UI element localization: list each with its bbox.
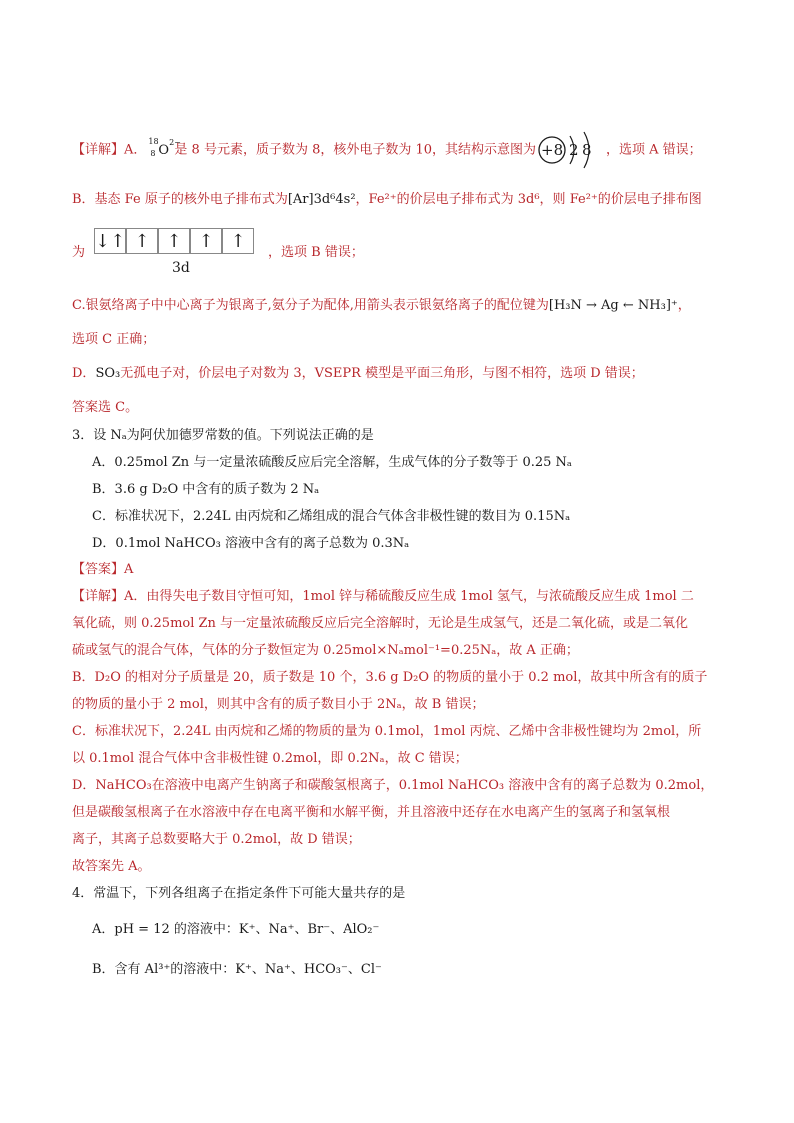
q3-detail-line-7: 以 0.1mol 混合气体中含非极性键 0.2mol，即 0.2Nₐ，故 C 错误；	[72, 751, 468, 766]
q3-detail-line-8: D．NaHCO₃在溶液中电离产生钠离子和碳酸氢根离子，0.1mol NaHCO₃ 溶液中含有的离子总数为 0.2mol，	[72, 778, 714, 793]
q3-detail-line-2: 氧化硫，则 0.25mol Zn 与一定量浓硫酸反应后完全溶解时，无论是生成氢气，还是二氧化硫，或是二氧化	[72, 616, 689, 631]
isotope-z: 8	[150, 148, 156, 158]
q3-option-d: D．0.1mol NaHCO₃ 溶液中含有的离子总数为 0.3Nₐ	[92, 536, 410, 551]
isotope-mass: 18	[148, 136, 159, 146]
q2-b-text1: B．基态 Fe 原子的核外电子排布式为	[72, 192, 288, 207]
orbital-cell: ↑	[126, 228, 158, 254]
isotope-symbol	[146, 136, 181, 161]
q2-c-end: ，	[677, 298, 691, 313]
atom-nucleus: +8	[541, 141, 564, 159]
orbital-diagram	[94, 228, 264, 276]
coordination-formula: [H₃N → Ag ← NH₃]⁺	[548, 298, 678, 313]
q3-detail-line-4: B．D₂O 的相对分子质量是 20，质子数是 10 个，3.6 g D₂O 的物质的量小于 0.2 mol，故其中所含有的质子	[72, 670, 708, 685]
q2-detail-b-line1	[72, 190, 702, 210]
option-letter: D．	[72, 366, 96, 381]
isotope-species: O	[158, 142, 170, 158]
q4-option-a: A．pH = 12 的溶液中：K⁺、Na⁺、Br⁻、AlO₂⁻	[92, 922, 380, 937]
q2-detail-a-line	[72, 128, 702, 172]
q2-b-end: ，选项 B 错误；	[268, 245, 364, 260]
q3-detail-text: A．由得失电子数目守恒可知，1mol 锌与稀硫酸反应生成 1mol 氢气，与浓硫酸反应生成 1mol 二	[124, 589, 694, 604]
q3-stem: 3．设 Nₐ为阿伏加德罗常数的值。下列说法正确的是	[72, 428, 374, 443]
q3-detail-line-6: C．标准状况下，2.24L 由丙烷和乙烯的物质的量为 0.1mol，1mol 丙烷、乙烯中含非极性键均为 2mol，所	[72, 724, 702, 739]
q2-c-text: C.银氨络离子中中心离子为银离子,氨分子为配体,用箭头表示银氨络离子的配位键为	[72, 298, 549, 313]
q2-detail-c-line2: 选项 C 正确；	[72, 332, 156, 347]
q3-option-c: C．标准状况下，2.24L 由丙烷和乙烯组成的混合气体含非极性键的数目为 0.15Nₐ	[92, 509, 571, 524]
atom-shell-1: 2	[569, 141, 579, 159]
detail-tag: 【详解】	[72, 142, 125, 158]
orbital-cell: ↓↑	[94, 228, 126, 254]
q3-answer: 【答案】A	[72, 562, 134, 577]
q2-detail-c-line1	[72, 296, 691, 316]
q2-a-end: ，选项 A 错误；	[606, 142, 702, 158]
q3-option-b: B．3.6 g D₂O 中含有的质子数为 2 Nₐ	[92, 482, 320, 497]
detail-tag: 【详解】	[72, 589, 125, 604]
q3-detail-line-9: 但是碳酸氢根离子在水溶液中存在电离平衡和水解平衡，并且溶液中还存在水电离产生的氢离子和氢氧根	[72, 805, 671, 820]
orbital-label: 3d	[172, 260, 190, 276]
q2-b-text2: ，Fe²⁺的价层电子排布式为 3d⁶，则 Fe²⁺的价层电子排布图	[355, 192, 702, 207]
q3-option-a: A．0.25mol Zn 与一定量浓硫酸反应后完全溶解，生成气体的分子数等于 0.25 Nₐ	[92, 455, 572, 470]
q2-answer: 答案选 C。	[72, 400, 139, 415]
atom-shell-2: 8	[582, 141, 592, 159]
q3-conclusion: 故答案先 A。	[72, 859, 151, 874]
so3-formula: SO₃	[95, 366, 121, 381]
orbital-cell: ↑	[190, 228, 222, 254]
q2-a-text: 是 8 号元素，质子数为 8，核外电子数为 10，其结构示意图为	[174, 142, 537, 158]
orbital-cell: ↑	[222, 228, 254, 254]
orbital-cell: ↑	[158, 228, 190, 254]
isotope-charge: 2−	[169, 137, 181, 147]
q4-option-b: B．含有 Al³⁺的溶液中：K⁺、Na⁺、HCO₃⁻、Cl⁻	[92, 962, 382, 977]
q2-b-wei: 为	[72, 245, 86, 260]
q4-stem: 4．常温下，下列各组离子在指定条件下可能大量共存的是	[72, 886, 406, 901]
q3-detail-line-3: 硫或氢气的混合气体，气体的分子数恒定为 0.25mol×Nₐmol⁻¹=0.25Nₐ，故 A 正确；	[72, 643, 579, 658]
atom-structure-diagram	[536, 128, 606, 172]
q3-detail-line-10: 离子，其离子总数要略大于 0.2mol，故 D 错误；	[72, 832, 361, 847]
q3-detail-line-5: 的物质的量小于 2 mol，则其中含有的质子数目小于 2Nₐ，故 B 错误；	[72, 697, 485, 712]
q2-d-text: 无孤电子对，价层电子对数为 3，VSEPR 模型是平面三角形，与图不相符，选项 D 错误；	[120, 366, 644, 381]
option-letter: A．	[124, 142, 147, 158]
q2-detail-d-line	[72, 364, 644, 384]
q3-detail-line-1	[72, 587, 694, 607]
electron-config: [Ar]3d⁶4s²	[287, 192, 356, 207]
